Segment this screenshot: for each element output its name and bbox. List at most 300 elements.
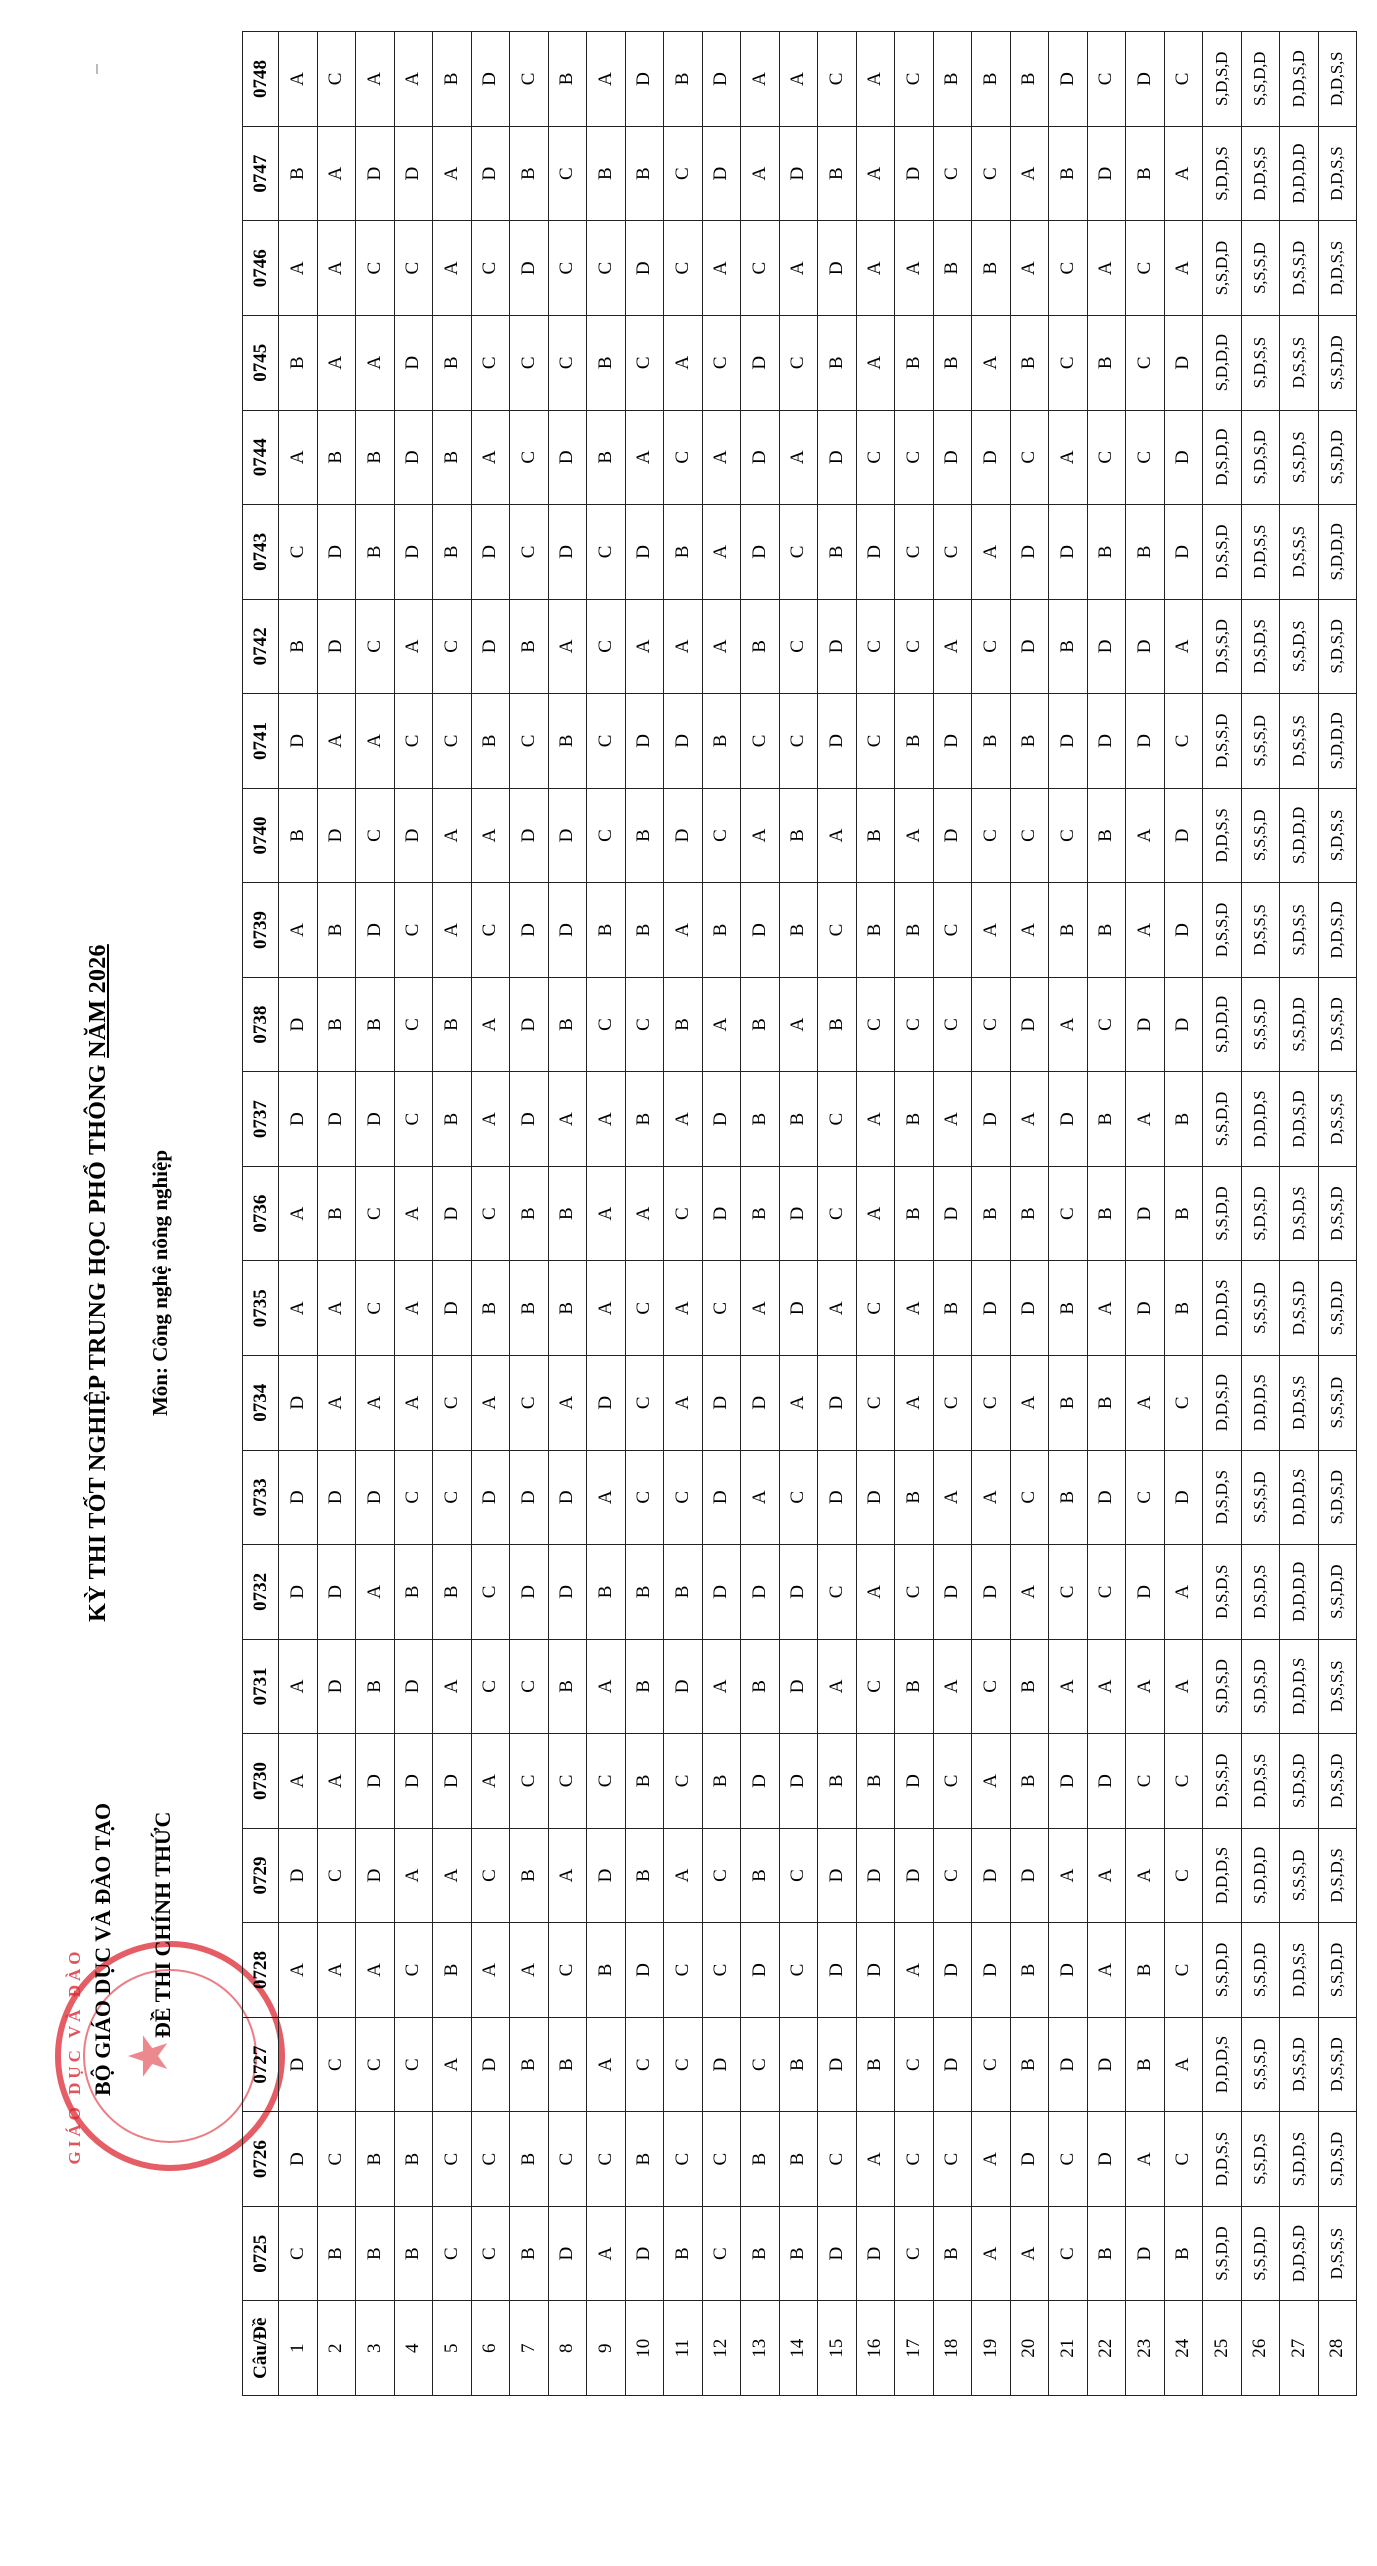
- answer-cell: D: [972, 1072, 1011, 1167]
- table-row: [548, 32, 587, 2396]
- answer-cell: A: [279, 1166, 318, 1261]
- answer-cell: B: [895, 1166, 934, 1261]
- answer-cell: D,S,S,D: [1318, 1166, 1357, 1261]
- answer-cell: B: [664, 505, 703, 600]
- answer-cell: A: [1126, 788, 1165, 883]
- answer-cell: C: [317, 2017, 356, 2112]
- answer-cell: A: [317, 221, 356, 316]
- answer-cell: B: [548, 2017, 587, 2112]
- answer-cell: B: [1010, 315, 1049, 410]
- answer-cell: C: [394, 1072, 433, 1167]
- answer-cell: B: [548, 1261, 587, 1356]
- answer-cell: S,D,S,D: [1241, 1639, 1280, 1734]
- answer-cell: D,D,D,S: [1203, 2017, 1242, 2112]
- answer-cell: D,S,D,S: [1318, 1828, 1357, 1923]
- answer-cell: A: [856, 315, 895, 410]
- answer-cell: B: [1087, 1355, 1126, 1450]
- answer-cell: D: [1126, 32, 1165, 127]
- answer-cell: D: [471, 599, 510, 694]
- answer-cell: S,S,D,D: [1203, 1072, 1242, 1167]
- answer-cell: A: [1126, 883, 1165, 978]
- answer-cell: A: [856, 32, 895, 127]
- question-number: 21: [1049, 2301, 1088, 2396]
- exam-code-header: 0735: [243, 1261, 279, 1356]
- answer-cell: D: [1087, 694, 1126, 789]
- answer-cell: D: [356, 1734, 395, 1829]
- answer-cell: S,D,S,D: [1318, 1450, 1357, 1545]
- answer-cell: C: [972, 788, 1011, 883]
- answer-cell: B: [1126, 505, 1165, 600]
- answer-cell: B: [741, 2112, 780, 2207]
- answer-cell: S,S,D,D: [1203, 1923, 1242, 2018]
- answer-cell: D: [317, 505, 356, 600]
- question-number: 7: [510, 2301, 549, 2396]
- answer-cell: D: [394, 788, 433, 883]
- answer-cell: D: [510, 883, 549, 978]
- answer-cell: B: [856, 883, 895, 978]
- answer-cell: C: [664, 126, 703, 221]
- answer-cell: D: [818, 1355, 857, 1450]
- answer-cell: A: [1049, 1639, 1088, 1734]
- answer-cell: S,S,S,D: [1241, 221, 1280, 316]
- answer-cell: C: [1087, 410, 1126, 505]
- answer-cell: A: [664, 1828, 703, 1923]
- answer-cell: A: [1010, 883, 1049, 978]
- answer-cell: S,D,D,D: [1203, 977, 1242, 1072]
- answer-cell: D: [356, 1828, 395, 1923]
- answer-cell: D,D,S,S: [1318, 126, 1357, 221]
- answer-cell: C: [895, 2017, 934, 2112]
- exam-title-year: NĂM 2026: [85, 944, 111, 1058]
- answer-cell: D: [933, 1166, 972, 1261]
- answer-cell: A: [856, 221, 895, 316]
- answer-cell: D,D,D,S: [1280, 1450, 1319, 1545]
- answer-cell: D,S,S,S: [1280, 694, 1319, 789]
- answer-cell: S,D,D,D: [1280, 788, 1319, 883]
- table-row: [587, 32, 626, 2396]
- answer-cell: D: [471, 505, 510, 600]
- answer-cell: D: [317, 1639, 356, 1734]
- answer-cell: B: [818, 1734, 857, 1829]
- answer-cell: A: [356, 315, 395, 410]
- answer-cell: B: [1126, 126, 1165, 221]
- answer-cell: B: [548, 694, 587, 789]
- answer-cell: D: [702, 1166, 741, 1261]
- answer-cell: D: [1087, 2017, 1126, 2112]
- answer-cell: D: [1049, 1734, 1088, 1829]
- answer-cell: A: [356, 694, 395, 789]
- answer-cell: A: [702, 221, 741, 316]
- answer-cell: A: [972, 1450, 1011, 1545]
- answer-cell: C: [548, 126, 587, 221]
- answer-cell: B: [279, 126, 318, 221]
- answer-cell: D,D,S,D: [1280, 1072, 1319, 1167]
- answer-cell: C: [279, 2206, 318, 2301]
- answer-cell: D: [741, 410, 780, 505]
- answer-cell: A: [972, 2112, 1011, 2207]
- answer-cell: D: [279, 2017, 318, 2112]
- answer-cell: B: [471, 694, 510, 789]
- answer-cell: B: [510, 599, 549, 694]
- answer-cell: S,S,S,D: [1318, 1355, 1357, 1450]
- exam-code-header: 0728: [243, 1923, 279, 2018]
- answer-cell: D: [741, 883, 780, 978]
- answer-cell: B: [972, 221, 1011, 316]
- answer-cell: A: [317, 1261, 356, 1356]
- answer-cell: C: [394, 1450, 433, 1545]
- answer-cell: S,S,D,D: [1318, 1923, 1357, 2018]
- answer-cell: C: [394, 883, 433, 978]
- answer-cell: B: [625, 883, 664, 978]
- answer-cell: A: [895, 788, 934, 883]
- answer-cell: B: [510, 2017, 549, 2112]
- answer-cell: S,S,S,D: [1241, 1450, 1280, 1545]
- table-row: [972, 32, 1011, 2396]
- answer-cell: D,S,S,D: [1280, 1261, 1319, 1356]
- answer-cell: D: [818, 221, 857, 316]
- answer-cell: D,D,S,S: [1241, 126, 1280, 221]
- answer-cell: A: [356, 1923, 395, 2018]
- answer-cell: D: [972, 1923, 1011, 2018]
- answer-cell: B: [1164, 1072, 1203, 1167]
- exam-code-header: 0730: [243, 1734, 279, 1829]
- answer-cell: A: [664, 883, 703, 978]
- answer-cell: S,S,D,D: [1241, 1923, 1280, 2018]
- answer-cell: B: [510, 1261, 549, 1356]
- answer-cell: D: [625, 694, 664, 789]
- answer-cell: A: [741, 788, 780, 883]
- answer-cell: D: [510, 221, 549, 316]
- table-row: [664, 32, 703, 2396]
- answer-cell: C: [510, 505, 549, 600]
- answer-cell: C: [587, 221, 626, 316]
- answer-cell: D,D,S,S: [1203, 788, 1242, 883]
- answer-cell: C: [741, 694, 780, 789]
- answer-cell: B: [895, 1072, 934, 1167]
- answer-cell: B: [779, 788, 818, 883]
- answer-cell: D: [818, 1828, 857, 1923]
- exam-title: [85, 0, 112, 2566]
- answer-cell: A: [1010, 221, 1049, 316]
- answer-cell: C: [471, 221, 510, 316]
- answer-cell: C: [433, 1355, 472, 1450]
- question-number: 8: [548, 2301, 587, 2396]
- answer-cell: C: [1164, 1828, 1203, 1923]
- answer-cell: C: [1010, 1450, 1049, 1545]
- answer-cell: A: [433, 1639, 472, 1734]
- answer-cell: D,D,S,D: [1280, 2206, 1319, 2301]
- answer-cell: C: [856, 694, 895, 789]
- answer-cell: C: [1049, 2206, 1088, 2301]
- answer-cell: S,S,D,D: [1203, 221, 1242, 316]
- table-row: [895, 32, 934, 2396]
- answer-cell: A: [317, 1923, 356, 2018]
- answer-cell: D: [741, 1734, 780, 1829]
- answer-cell: D,S,S,D: [1280, 221, 1319, 316]
- answer-cell: B: [510, 126, 549, 221]
- answer-cell: S,D,S,D: [1241, 1166, 1280, 1261]
- answer-cell: C: [933, 1734, 972, 1829]
- answer-cell: D: [356, 1450, 395, 1545]
- answer-cell: D: [317, 788, 356, 883]
- exam-title-main: KỲ THI TỐT NGHIỆP TRUNG HỌC PHỔ THÔNG: [85, 1057, 111, 1622]
- answer-cell: C: [933, 1828, 972, 1923]
- question-number: 22: [1087, 2301, 1126, 2396]
- answer-cell: B: [625, 2112, 664, 2207]
- answer-cell: C: [625, 2017, 664, 2112]
- answer-cell: A: [1087, 221, 1126, 316]
- answer-cell: B: [510, 1166, 549, 1261]
- answer-cell: C: [779, 1923, 818, 2018]
- answer-cell: D: [510, 1545, 549, 1640]
- answer-cell: D: [1164, 883, 1203, 978]
- answer-cell: D: [510, 1072, 549, 1167]
- answer-cell: A: [664, 1072, 703, 1167]
- answer-cell: D: [1164, 410, 1203, 505]
- answer-cell: D: [1087, 126, 1126, 221]
- answer-cell: C: [548, 1923, 587, 2018]
- answer-cell: D: [818, 599, 857, 694]
- answer-cell: A: [856, 1166, 895, 1261]
- answer-cell: C: [587, 599, 626, 694]
- answer-cell: A: [1049, 410, 1088, 505]
- answer-cell: D: [895, 1828, 934, 1923]
- answer-cell: D,S,S,S: [1318, 1072, 1357, 1167]
- answer-cell: D: [856, 1923, 895, 2018]
- answer-cell: C: [972, 599, 1011, 694]
- answer-cell: D: [1126, 1545, 1165, 1640]
- answer-cell: D,D,D,S: [1241, 1072, 1280, 1167]
- answer-cell: S,D,D,D: [1318, 694, 1357, 789]
- answer-cell: C: [317, 32, 356, 127]
- exam-code-header: 0726: [243, 2112, 279, 2207]
- answer-cell: A: [356, 1545, 395, 1640]
- answer-cell: C: [394, 1923, 433, 2018]
- answer-cell: D,S,S,S: [1318, 1639, 1357, 1734]
- answer-cell: C: [1164, 1355, 1203, 1450]
- answer-cell: B: [1010, 2017, 1049, 2112]
- answer-cell: D: [664, 1639, 703, 1734]
- answer-cell: D: [510, 1450, 549, 1545]
- answer-cell: A: [1164, 599, 1203, 694]
- answer-cell: S,D,D,S: [1203, 126, 1242, 221]
- exam-code-header: 0729: [243, 1828, 279, 1923]
- answer-cell: D: [818, 410, 857, 505]
- exam-code-header: 0747: [243, 126, 279, 221]
- exam-code-header: 0732: [243, 1545, 279, 1640]
- exam-status: ĐỀ THI CHÍNH THỨC: [150, 1811, 175, 2038]
- answer-cell: S,D,S,S: [1280, 883, 1319, 978]
- answer-cell: C: [702, 2112, 741, 2207]
- answer-cell: A: [741, 32, 780, 127]
- answer-cell: B: [1164, 2206, 1203, 2301]
- answer-cell: B: [356, 2112, 395, 2207]
- answer-cell: A: [394, 32, 433, 127]
- answer-cell: A: [1049, 1828, 1088, 1923]
- answer-cell: D,D,S,D: [1318, 883, 1357, 978]
- answer-cell: A: [471, 1355, 510, 1450]
- answer-cell: D,S,S,S: [1280, 315, 1319, 410]
- answer-cell: A: [664, 315, 703, 410]
- answer-cell: D: [1049, 2017, 1088, 2112]
- answer-cell: C: [972, 2017, 1011, 2112]
- answer-cell: A: [1126, 2112, 1165, 2207]
- answer-cell: A: [664, 1355, 703, 1450]
- answer-cell: D: [818, 1923, 857, 2018]
- answer-cell: D: [1126, 977, 1165, 1072]
- answer-cell: A: [625, 410, 664, 505]
- answer-cell: C: [1126, 221, 1165, 316]
- answer-cell: A: [895, 1923, 934, 2018]
- exam-code-header: 0737: [243, 1072, 279, 1167]
- answer-cell: D: [933, 2017, 972, 2112]
- answer-cell: C: [510, 32, 549, 127]
- answer-cell: D: [1087, 1450, 1126, 1545]
- answer-cell: D: [548, 1545, 587, 1640]
- question-number: 26: [1241, 2301, 1280, 2396]
- answer-cell: C: [779, 1828, 818, 1923]
- answer-cell: C: [471, 2112, 510, 2207]
- answer-cell: A: [1087, 1261, 1126, 1356]
- answer-cell: D: [972, 1828, 1011, 1923]
- answer-cell: C: [1010, 410, 1049, 505]
- answer-cell: D: [856, 1828, 895, 1923]
- answer-cell: D: [1126, 2206, 1165, 2301]
- question-number: 15: [818, 2301, 857, 2396]
- exam-code-header: 0745: [243, 315, 279, 410]
- answer-cell: D: [433, 1261, 472, 1356]
- answer-cell: C: [856, 1355, 895, 1450]
- answer-cell: D,D,S,S: [1318, 221, 1357, 316]
- answer-cell: B: [548, 1166, 587, 1261]
- answer-cell: B: [1126, 1923, 1165, 2018]
- answer-cell: C: [1049, 788, 1088, 883]
- answer-cell: S,S,S,D: [1241, 788, 1280, 883]
- answer-cell: B: [779, 2017, 818, 2112]
- answer-cell: A: [433, 883, 472, 978]
- answer-cell: C: [548, 315, 587, 410]
- answer-cell: D: [741, 315, 780, 410]
- answer-cell: B: [818, 505, 857, 600]
- answer-cell: D: [1126, 1261, 1165, 1356]
- answer-cell: C: [779, 1450, 818, 1545]
- answer-cell: D: [818, 694, 857, 789]
- answer-cell: B: [394, 2112, 433, 2207]
- answer-cell: D: [1010, 977, 1049, 1072]
- answer-cell: D,S,S,D: [1280, 2017, 1319, 2112]
- answer-cell: C: [702, 2206, 741, 2301]
- answer-cell: B: [394, 2206, 433, 2301]
- answer-cell: A: [587, 32, 626, 127]
- answer-cell: B: [818, 315, 857, 410]
- answer-cell: C: [587, 505, 626, 600]
- answer-cell: D,S,S,D: [1203, 883, 1242, 978]
- answer-cell: C: [587, 694, 626, 789]
- answer-cell: A: [471, 977, 510, 1072]
- answer-cell: C: [818, 1545, 857, 1640]
- table-row: [433, 32, 472, 2396]
- answer-cell: B: [933, 1261, 972, 1356]
- question-number: 19: [972, 2301, 1011, 2396]
- answer-cell: A: [1087, 1923, 1126, 2018]
- answer-cell: D: [1087, 2112, 1126, 2207]
- answer-cell: C: [1049, 1545, 1088, 1640]
- exam-code-header: 0738: [243, 977, 279, 1072]
- answer-cell: C: [856, 977, 895, 1072]
- answer-cell: B: [1087, 883, 1126, 978]
- answer-cell: D: [779, 1734, 818, 1829]
- answer-cell: D: [1049, 694, 1088, 789]
- answer-cell: B: [625, 1545, 664, 1640]
- answer-cell: A: [394, 599, 433, 694]
- corner-header: Câu/Đề: [243, 2301, 279, 2396]
- answer-cell: D: [394, 126, 433, 221]
- answer-cell: S,S,D,D: [1318, 1261, 1357, 1356]
- answer-cell: A: [779, 410, 818, 505]
- answer-cell: B: [895, 1450, 934, 1545]
- answer-cell: B: [1087, 1072, 1126, 1167]
- answer-cell: D: [394, 410, 433, 505]
- answer-cell: B: [1049, 599, 1088, 694]
- answer-cell: B: [702, 883, 741, 978]
- answer-cell: D: [1049, 32, 1088, 127]
- answer-cell: D: [510, 977, 549, 1072]
- answer-cell: C: [818, 2112, 857, 2207]
- answer-cell: C: [702, 1261, 741, 1356]
- table-row: [1203, 32, 1242, 2396]
- answer-cell: B: [548, 1639, 587, 1734]
- answer-cell: D: [548, 883, 587, 978]
- answer-cell: D,S,S,D: [1318, 1734, 1357, 1829]
- answer-cell: C: [1126, 410, 1165, 505]
- answer-cell: A: [471, 1072, 510, 1167]
- answer-cell: D,D,S,D: [1280, 32, 1319, 127]
- answer-cell: A: [972, 505, 1011, 600]
- answer-cell: A: [1010, 1072, 1049, 1167]
- answer-cell: S,S,D,D: [1203, 2206, 1242, 2301]
- answer-cell: C: [317, 2112, 356, 2207]
- table-row: [1126, 32, 1165, 2396]
- table-row: [279, 32, 318, 2396]
- answer-cell: A: [933, 1072, 972, 1167]
- question-number: 5: [433, 2301, 472, 2396]
- answer-cell: D: [933, 1545, 972, 1640]
- answer-cell: A: [702, 505, 741, 600]
- answer-cell: D: [471, 32, 510, 127]
- answer-cell: D: [1010, 599, 1049, 694]
- answer-cell: A: [779, 1355, 818, 1450]
- answer-cell: B: [856, 2017, 895, 2112]
- ministry-name: BỘ GIÁO DỤC VÀ ĐÀO TẠO: [90, 1802, 115, 2096]
- answer-cell: A: [741, 1261, 780, 1356]
- answer-cell: D: [895, 126, 934, 221]
- answer-cell: A: [856, 1072, 895, 1167]
- answer-cell: D: [664, 694, 703, 789]
- answer-cell: S,D,S,D: [1203, 1639, 1242, 1734]
- answer-cell: D: [548, 410, 587, 505]
- answer-cell: C: [356, 2017, 395, 2112]
- answer-cell: C: [471, 1545, 510, 1640]
- answer-cell: A: [895, 1355, 934, 1450]
- answer-cell: D: [1126, 599, 1165, 694]
- answer-cell: A: [279, 32, 318, 127]
- answer-cell: S,S,S,D: [1241, 694, 1280, 789]
- answer-cell: D: [1164, 788, 1203, 883]
- answer-cell: D: [933, 1923, 972, 2018]
- answer-cell: C: [587, 788, 626, 883]
- answer-cell: D: [625, 32, 664, 127]
- answer-cell: B: [433, 315, 472, 410]
